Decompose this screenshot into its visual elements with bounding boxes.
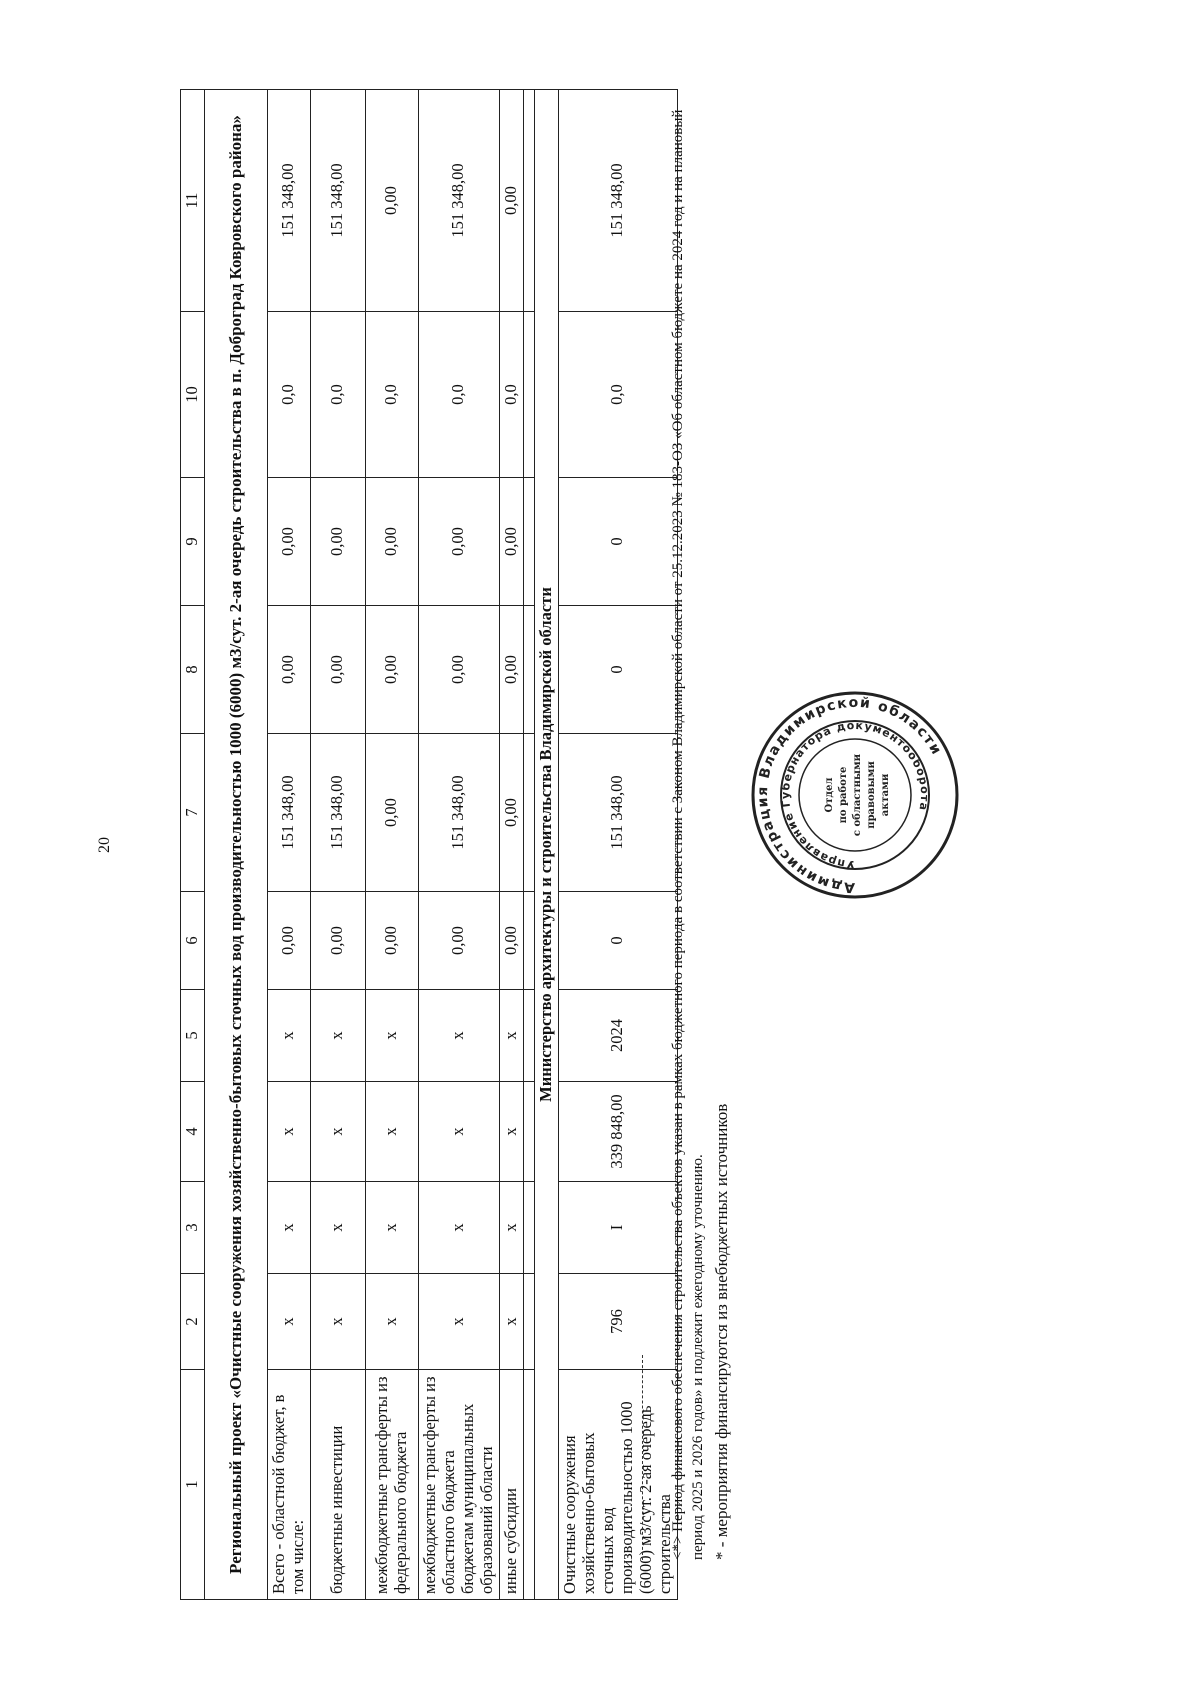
header-cell: 9 [181, 478, 205, 606]
table-cell: 0,00 [499, 90, 523, 312]
ministry-row [534, 90, 558, 1600]
header-cell: 3 [181, 1182, 205, 1274]
seal-center-line: актами [880, 773, 891, 817]
row-label: иные субсидии [499, 1370, 523, 1600]
table-cell: 0,00 [418, 892, 499, 990]
table-cell: x [267, 1182, 310, 1274]
table-cell: x [499, 990, 523, 1082]
section-title: Региональный проект «Очистные сооружения хозяйственно-бытовых сточных вод производительностью 1000 (6000) м3/сут. 2-ая очередь строительства в п. Доброград Ковровского района» [204, 90, 267, 1600]
table-cell: 151 348,00 [558, 90, 677, 312]
table-row [310, 90, 365, 1600]
table-cell: x [365, 1274, 418, 1370]
table-cell: 151 348,00 [267, 734, 310, 892]
table-cell: 0,00 [365, 90, 418, 312]
footnote-extrabudgetary: * - мероприятия финансируются из внебюджетных источников [712, 1103, 731, 1560]
header-cell: 11 [181, 90, 205, 312]
table-cell: x [365, 990, 418, 1082]
table-cell: 0,0 [310, 312, 365, 478]
table-row [499, 90, 523, 1600]
table-cell: 0 [558, 892, 677, 990]
table-cell: 0,00 [310, 478, 365, 606]
table-cell: x [499, 1274, 523, 1370]
table-row [418, 90, 499, 1600]
table-cell: 0,00 [418, 606, 499, 734]
footnote-divider [642, 1355, 643, 1560]
table-cell: 0,00 [267, 478, 310, 606]
table-cell: 151 348,00 [310, 90, 365, 312]
seal-inner-text: Управление Губернатора документооборота [778, 718, 932, 872]
table-cell: 0,00 [499, 734, 523, 892]
table-cell: x [418, 1082, 499, 1182]
row-label: межбюджетные трансферты из федерального бюджета [365, 1370, 418, 1600]
seal-stamp-icon [750, 690, 960, 900]
table-cell: 0,0 [558, 312, 677, 478]
table-cell: 796 [558, 1274, 677, 1370]
table-cell: x [418, 990, 499, 1082]
table-cell: x [310, 990, 365, 1082]
table-cell: 0,00 [310, 606, 365, 734]
official-seal [750, 690, 960, 900]
table-cell: x [418, 1274, 499, 1370]
seal-center-line: с областными [852, 753, 863, 837]
table-cell: 151 348,00 [418, 90, 499, 312]
table-cell: 0,00 [365, 478, 418, 606]
table-cell: x [267, 990, 310, 1082]
table-cell: 0,00 [267, 606, 310, 734]
header-cell: 5 [181, 990, 205, 1082]
table-cell: 2024 [558, 990, 677, 1082]
table-cell: 0,0 [418, 312, 499, 478]
seal-outer-text: Администрация Владимирской области [754, 694, 945, 896]
table-cell: 0,0 [267, 312, 310, 478]
table-cell: x [418, 1182, 499, 1274]
section-title-row [204, 90, 267, 1600]
header-number-row [181, 90, 205, 1600]
table-cell: 0,00 [418, 478, 499, 606]
seal-center-line: по работе [838, 766, 849, 824]
header-cell: 7 [181, 734, 205, 892]
table-cell: x [365, 1182, 418, 1274]
footnote-period: <*> Период финансового обеспечения строительства объектов указан в рамках бюджетного периода в соответствии с Законом Владимирской области от 25.12.2023 № 183-ОЗ «Об областном бюджете на 2024 год и на плановый период 2025 и 2026 годов» и подлежит ежегодному уточнению. [670, 109, 707, 1560]
object-label: Очистные сооружения хозяйственно-бытовых сточных вод производительностью 1000 (6000) м3/сут. 2-ая очередь строительства [558, 1370, 677, 1600]
rotated-landscape-content [180, 90, 1000, 1600]
seal-center-line: правовыми [866, 761, 877, 829]
header-cell: 10 [181, 312, 205, 478]
table-cell: 0,00 [365, 892, 418, 990]
row-label: Всего - областной бюджет, в том числе: [267, 1370, 310, 1600]
row-label: межбюджетные трансферты из областного бюджета бюджетам муниципальных образований области [418, 1370, 499, 1600]
table-cell: 0,00 [267, 892, 310, 990]
table-cell: 0,00 [499, 478, 523, 606]
table-cell: x [267, 1274, 310, 1370]
header-cell: 2 [181, 1274, 205, 1370]
table-cell: 0,00 [365, 606, 418, 734]
table-cell: 0,00 [310, 892, 365, 990]
ministry-title: Министерство архитектуры и строительства Владимирской области [534, 90, 558, 1600]
table-cell: I [558, 1182, 677, 1274]
table-cell: x [499, 1182, 523, 1274]
table-cell: x [365, 1082, 418, 1182]
table-cell: 0,00 [499, 892, 523, 990]
table-cell: 151 348,00 [267, 90, 310, 312]
header-cell: 1 [181, 1370, 205, 1600]
page-number: 20 [96, 837, 113, 853]
table-cell: 151 348,00 [418, 734, 499, 892]
table-cell: x [310, 1274, 365, 1370]
table-row [365, 90, 418, 1600]
header-cell: 4 [181, 1082, 205, 1182]
table-cell: 0 [558, 478, 677, 606]
table-cell: 0,0 [499, 312, 523, 478]
table-cell: x [499, 1082, 523, 1182]
header-cell: 6 [181, 892, 205, 990]
table-cell: x [310, 1182, 365, 1274]
table-cell: x [310, 1082, 365, 1182]
table-row [267, 90, 310, 1600]
table-cell: 151 348,00 [310, 734, 365, 892]
financing-table [180, 89, 678, 1600]
spacer-row [523, 90, 534, 1600]
table-cell: 339 848,00 [558, 1082, 677, 1182]
table-row [558, 90, 677, 1600]
table-cell: 151 348,00 [558, 734, 677, 892]
table-cell: 0,00 [499, 606, 523, 734]
table-cell: 0,0 [365, 312, 418, 478]
table-cell: 0 [558, 606, 677, 734]
table-cell: x [267, 1082, 310, 1182]
row-label: бюджетные инвестиции [310, 1370, 365, 1600]
table-cell: 0,00 [365, 734, 418, 892]
header-cell: 8 [181, 606, 205, 734]
seal-center-line: Отдел [824, 777, 835, 813]
